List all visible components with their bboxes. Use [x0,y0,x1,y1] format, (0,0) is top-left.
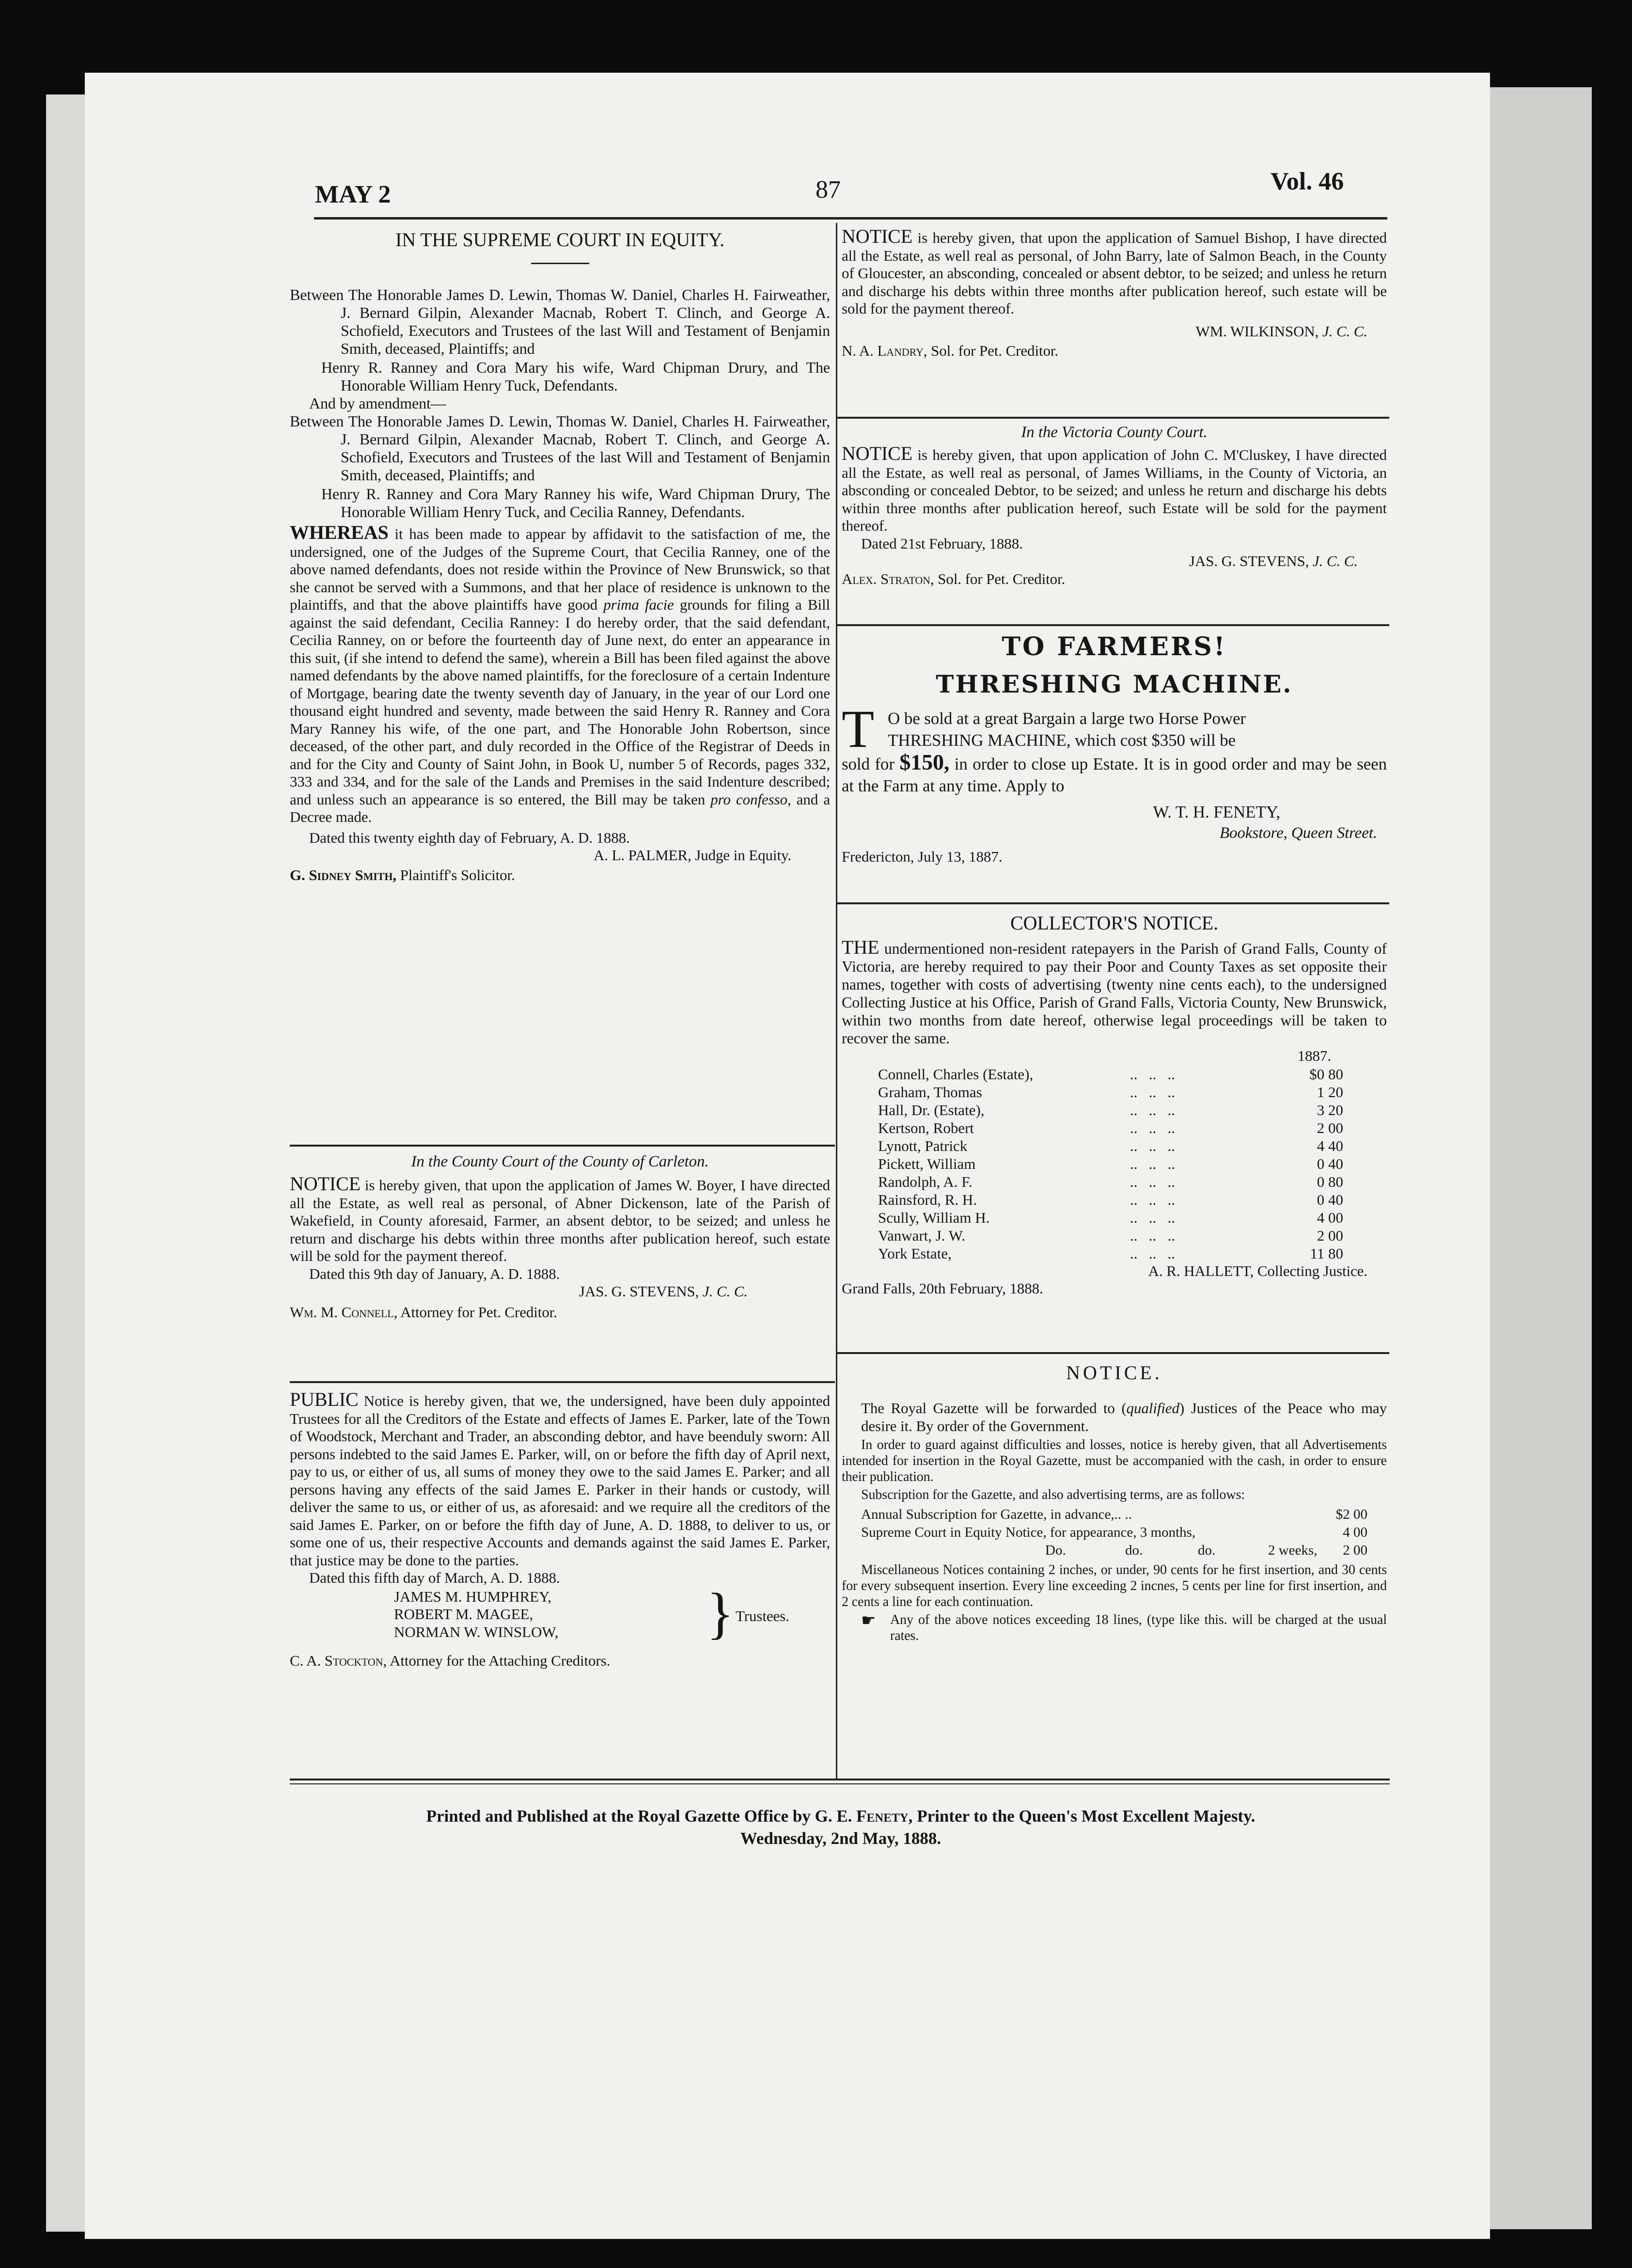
tax-amount: 11 80 [1310,1244,1343,1262]
gloucester-signature [842,323,1387,341]
victoria-solicitor-role: Sol. for Pet. Creditor. [934,570,1066,587]
ratepayer-name: Scully, William H. [878,1209,990,1226]
leader-dots: .. .. .. [1130,1119,1175,1136]
victoria-signature-name: JAS. G. STEVENS, [1189,552,1309,569]
equity-dated: Dated this twenty eighth day of February, A. D. 1888. [309,829,630,846]
gazette-notice [842,1361,1387,1644]
rate-row-3 [842,1543,1387,1562]
leader-dots: .. .. .. [1130,1137,1175,1154]
gazette-notice-para-1 [842,1400,1387,1435]
section-rule-4 [837,624,1389,626]
rate-2-label: Supreme Court in Equity Notice, for appearance, 3 months, [861,1525,1196,1540]
equity-body-italic-2: pro confesso, [710,790,791,808]
public-attorney [290,1652,830,1670]
rate-row-2 [842,1525,1387,1543]
public-body-text: Notice is hereby given, that we, the undersigned, have been duly appointed Trustees for all the Creditors of the Estate and effects of James E. Parker, late of the Town of Woodstock, Merchant and Trader, an absconding debtor, and have beenduly sworn: All persons indebted to the said James E. Parker, will, on or before the fifth day of April next, pay to us, or either of us, all sums of money they owe to the said James E. Parker; and all persons having any effects of the said James E. Parker in their hands or custody, will deliver the same to us, or either of us, as aforesaid: and we require all the creditors of the said James E. Parker, on or before the fifth day of June, A. D. 1888, to deliver to us, or some one of us, their respective Accounts and demands against the said James E. Parker, that justice may be done to the parties. [290,1392,830,1569]
ratepayer-name: Pickett, William [878,1155,976,1172]
tax-amount: 1 20 [1317,1083,1343,1101]
collector-body-text: undermentioned non-resident ratepayers in the Parish of Grand Falls, County of Victoria, are hereby required to pay their Poor and County Taxes as set opposite their names, together with costs of advertising (twenty nine cents each), to the undersigned Collecting Justice at his Office, Parish of Grand Falls, Victoria County, New Brunswick, within two months from date hereof, otherwise legal proceedings will be taken to recover the same. [842,940,1387,1047]
collector-year: 1887. [1297,1047,1331,1064]
rate-3-do-3: do. [1198,1543,1216,1558]
equity-defendants-2: Henry R. Ranney and Cora Mary Ranney his wife, Ward Chipman Drury, The Honorable William Henry Tuck, and Cecilia Ranney, Defendants. [321,485,830,520]
trustees-block [290,1581,830,1646]
collector-row [878,1155,1343,1173]
carleton-body [290,1175,830,1265]
rate-3-value: 2 00 [1343,1543,1367,1558]
gloucester-body-text: is hereby given, that upon the application of Samuel Bishop, I have directed all the Estate, as well real as personal, of John Barry, late of Salmon Beach, in the County of Gloucester, an absconding, concealed or absent debtor, to be seized; and unless he return and discharge his debts within three months after publication hereof, such estate will be sold for the payment thereof. [842,229,1387,317]
gloucester-notice [842,225,1387,360]
carleton-body-text: is hereby given, that upon the application of James W. Boyer, I have directed all the Estate, as well real as personal, of Abner Dickenson, late of the Parish of Wakefield, in County aforesaid, Farmer, an absent debtor, to be seized; and unless he return and discharge his debts within three months after publication hereof, such estate will be sold for the payment thereof. [290,1177,830,1264]
gazette-notice-para-3: Subscription for the Gazette, and also advertising terms, are as follows: [861,1487,1245,1502]
rate-row-1 [842,1507,1387,1525]
equity-solicitor-role: Plaintiff's Solicitor. [396,866,515,883]
trustees-label: Trustees. [736,1607,789,1624]
section-rule-1 [290,1145,835,1147]
ratepayer-name: Kertson, Robert [878,1119,974,1136]
victoria-dated: Dated 21st February, 1888. [861,535,1023,552]
rate-3-do-2: do. [1125,1543,1143,1558]
farmers-title: TO FARMERS! [1002,632,1227,662]
farmers-line-3-rest: in order to close up Estate. It is in good order and may be seen at the Farm at any time. Apply to [842,755,1387,795]
farmers-line-1: O be sold at a great Bargain a large two Horse Power [888,709,1246,728]
leader-dots: .. .. .. [1130,1083,1175,1101]
tax-amount: 4 40 [1317,1137,1343,1154]
header-rule [314,217,1387,220]
equity-body-part-2: grounds for filing a Bill against the said defendant, Cecilia Ranney: I do hereby order, that the said defendant, Cecilia Ranney, on or before the fourteenth day of June next, do enter an appearance in this suit, (if she intend to defend the same), wherein a Bill has been filed against the above named defendants by the above named plaintiffs, for the foreclosure of a certain Indenture of Mortgage, bearing date the twenty seventh day of January, in the year of our Lord one thousand eight hundred and seventy, made between the said Henry R. Ranney and Cora Mary Ranney his wife, of the one part, and The Honorable John Robertson, since deceased, of the other part, and duly recorded in the Office of the Registrar of Deeds in and for the City and County of Saint John, in Book U, number 5 of Records, pages 332, 333 and 334, and for the sale of the Lands and Premises in the said Indenture described; and unless such an appearance is so entered, the Bill may be taken [290,596,830,808]
victoria-title: In the Victoria County Court. [1021,424,1208,441]
collector-row [878,1065,1343,1083]
leader-dots: .. .. .. [1130,1065,1175,1083]
section-rule-5 [837,902,1389,904]
collector-row [878,1227,1343,1244]
collector-dated: Grand Falls, 20th February, 1888. [842,1280,1043,1297]
public-attorney-role: Attorney for the Attaching Creditors. [387,1652,611,1669]
tax-amount: 0 40 [1317,1155,1343,1172]
leader-dots: .. .. .. [1130,1209,1175,1226]
carleton-signature-title: J. C. C. [699,1283,748,1300]
right-page-edge [1490,87,1592,2229]
equity-lead-word: WHEREAS [290,521,389,543]
victoria-solicitor [842,570,1387,588]
footer-line-1 [291,1805,1391,1827]
leader-dots: .. .. .. [1130,1191,1175,1208]
victoria-signature-title: J. C. C. [1309,552,1358,569]
gazette-notice-para-4: Miscellaneous Notices containing 2 inches, or under, 90 cents for he first insertion, and 30 cents for every subsequent insertion. Every line exceeding 2 incnes, 5 cents per line for first insertion, and 2 cents a line for each continuation. [842,1562,1387,1609]
victoria-lead-word: NOTICE [842,442,913,464]
ratepayer-name: Lynott, Patrick [878,1137,968,1154]
ratepayer-name: Graham, Thomas [878,1083,982,1101]
footer-line-1-b: Printer to the Queen's Most Excellent Majesty. [912,1807,1255,1826]
collector-notice [842,911,1387,1298]
rate-1-label: Annual Subscription for Gazette, in advance,.. .. [861,1507,1132,1522]
left-page-edge [46,94,85,2232]
carleton-signature-name: JAS. G. STEVENS, [579,1283,699,1300]
rate-3-period: 2 weeks, [1268,1543,1318,1558]
ratepayer-name: Randolph, A. F. [878,1173,973,1190]
threshing-title: THRESHING MACHINE. [936,670,1293,698]
gloucester-lead-word: NOTICE [842,225,913,247]
carleton-lead-word: NOTICE [290,1173,361,1195]
carleton-notice [290,1151,830,1321]
equity-amendment: And by amendment— [309,394,446,412]
leader-dots: .. .. .. [1130,1155,1175,1172]
farmers-dated: Fredericton, July 13, 1887. [842,848,1003,865]
ratepayer-name: Vanwart, J. W. [878,1227,965,1244]
equity-defendants-1: Henry R. Ranney and Cora Mary his wife, Ward Chipman Drury, and The Honorable William Henry Tuck, Defendants. [321,359,830,394]
tax-amount: 0 40 [1317,1191,1343,1208]
collector-row [878,1191,1343,1209]
farmers-location: Bookstore, Queen Street. [1219,824,1377,842]
ratepayer-name: Connell, Charles (Estate), [878,1065,1034,1083]
public-notice [290,1388,830,1670]
equity-solicitor-name: G. Sidney Smith, [290,866,397,883]
tax-amount: $0 80 [1309,1065,1343,1083]
rate-1-value: $2 00 [1335,1507,1367,1522]
collector-rows [878,1065,1343,1262]
trustees-brace: } [706,1581,734,1645]
pointing-hand-icon: ☛ [861,1612,876,1630]
farmers-line-2: THRESHING MACHINE, which cost $350 will be [888,731,1236,750]
carleton-attorney-role: Attorney for Pet. Creditor. [397,1303,557,1321]
rate-3-do-1: Do. [1045,1543,1066,1558]
footer-rule-thin [290,1783,1390,1784]
farmers-price: $150, [899,750,950,774]
public-body [290,1388,830,1569]
carleton-attorney [290,1304,830,1322]
farmers-signature: W. T. H. FENETY, [1153,803,1280,821]
equity-solicitor [290,866,830,884]
rate-2-value: 4 00 [1343,1525,1367,1540]
farmers-body [842,699,1387,797]
collector-signature: A. R. HALLETT, Collecting Justice. [1148,1262,1367,1279]
tax-amount: 4 00 [1317,1209,1343,1226]
section-rule-2 [290,1381,835,1383]
equity-title: IN THE SUPREME COURT IN EQUITY. [395,229,724,251]
trustee-3: NORMAN W. WINSLOW, [394,1623,559,1640]
ratepayer-name: Rainsford, R. H. [878,1191,977,1208]
victoria-body [842,442,1387,535]
ratepayer-name: York Estate, [878,1244,952,1262]
gazette-notice-para-5-wrap [842,1612,1387,1644]
ratepayer-name: Hall, Dr. (Estate), [878,1101,985,1118]
footer-rule [290,1779,1390,1780]
gazette-notice-para-5: Any of the above notices exceeding 18 lines, (type like this. will be charged at the usual rates. [890,1612,1387,1643]
gazette-notice-title: NOTICE. [1066,1362,1162,1384]
gazette-para-1-a: The Royal Gazette will be forwarded to ( [861,1400,1127,1417]
public-lead-word: PUBLIC [290,1388,359,1410]
section-rule-6 [837,1352,1389,1354]
equity-short-rule [531,263,589,264]
equity-signature: A. L. PALMER, Judge in Equity. [593,847,791,864]
trustee-1: JAMES M. HUMPHREY, [394,1588,551,1605]
gazette-para-1-italic: qualified [1126,1400,1179,1417]
public-dated: Dated this fifth day of March, A. D. 1888. [309,1569,560,1586]
collector-row [878,1119,1343,1137]
section-rule-3 [837,417,1389,419]
footer-line-2: Wednesday, 2nd May, 1888. [740,1829,942,1848]
left-column [290,228,830,884]
volume-number: Vol. 46 [1271,168,1344,195]
collector-table [878,1065,1343,1262]
footer-printer-name: Fenety, [856,1807,913,1826]
equity-between-2: Between The Honorable James D. Lewin, Thomas W. Daniel, Charles H. Fairweather, J. Bernard Gilpin, Alexander Macnab, Robert T. Clinch, and George A. Schofield, Executors and Trustees of the last Will and Testament of Benjamin Smith, deceased, Plaintiffs; and [290,412,830,484]
carleton-dated: Dated this 9th day of January, A. D. 1888. [309,1265,560,1282]
victoria-body-text: is hereby given, that upon application of John C. M'Cluskey, I have directed all the Estate, as well real as personal, of James Williams, in the County of Victoria, an absconding or concealed Debtor, to be seized; and unless he return and discharge his debts within three months after publication hereof, such Estate will be sold for the payment thereof. [842,446,1387,534]
farmers-line-3 [842,751,1387,797]
tax-amount: 0 80 [1317,1173,1343,1190]
footer-line-1-a: Printed and Published at the Royal Gazette Office by G. E. [426,1807,857,1826]
carleton-title: In the County Court of the County of Carleton. [411,1153,709,1170]
collector-row [878,1173,1343,1191]
victoria-signature [842,552,1387,570]
column-divider [836,223,837,1779]
leader-dots: .. .. .. [1130,1173,1175,1190]
header-date: MAY 2 [315,181,391,208]
farmers-sold-for: sold for [842,755,900,773]
collector-body [842,938,1387,1047]
gloucester-signature-name: WM. WILKINSON, [1195,322,1319,340]
victoria-notice [842,422,1387,588]
collector-title: COLLECTOR'S NOTICE. [1010,912,1219,934]
leader-dots: .. .. .. [1130,1101,1175,1118]
farmers-notice [842,630,1387,866]
gloucester-signature-title: J. C. C. [1318,322,1367,340]
leader-dots: .. .. .. [1130,1244,1175,1262]
tax-amount: 2 00 [1317,1227,1343,1244]
gloucester-solicitor-role: Sol. for Pet. Creditor. [927,342,1059,359]
equity-body-italic-1: prima facie [603,596,674,613]
tax-amount: 3 20 [1317,1101,1343,1118]
carleton-attorney-name: Wm. M. Connell, [290,1303,398,1321]
victoria-solicitor-name: Alex. Straton, [842,570,934,587]
carleton-signature [290,1283,830,1301]
collector-row [878,1244,1343,1262]
collector-row [878,1209,1343,1227]
gloucester-solicitor [842,342,1387,360]
footer [291,1805,1391,1850]
collector-row [878,1137,1343,1155]
trustee-2: ROBERT M. MAGEE, [394,1606,534,1622]
gloucester-body [842,225,1387,318]
tax-amount: 2 00 [1317,1119,1343,1136]
equity-order-body [290,521,831,826]
leader-dots: .. .. .. [1130,1227,1175,1244]
collector-row [878,1101,1343,1119]
equity-body-part-1: it has been made to appear by affidavit to the satisfaction of me, the undersigned, one of the Judges of the Supreme Court, that Cecilia Ranney, one of the above named defendants, does not reside within the Province of New Brunswick, so that she cannot be served with a Summons, and that her place of residence is unknown to the plaintiffs, and that the above plaintiffs have good [290,525,830,613]
page-number: 87 [816,176,841,204]
collector-row [878,1083,1343,1101]
equity-between-1: Between The Honorable James D. Lewin, Thomas W. Daniel, Charles H. Fairweather, J. Bernard Gilpin, Alexander Macnab, Robert T. Clinch, and George A. Schofield, Executors and Trustees of the last Will and Testament of Benjamin Smith, deceased, Plaintiffs; and [290,286,830,357]
farmers-dropcap: T [842,699,875,758]
public-attorney-name: C. A. Stockton, [290,1652,387,1669]
gloucester-solicitor-name: N. A. Landry, [842,342,927,359]
collector-lead-word: THE [842,936,879,958]
gazette-para-1-b: ) Justices of the Peace who may desire it. By order of the Government. [861,1400,1387,1434]
equity-body-part-3: and a Decree made. [290,790,831,825]
trustee-names [394,1588,558,1641]
gazette-notice-para-2: In order to guard against difficulties and losses, notice is hereby given, that all Advertisements intended for insertion in the Royal Gazette, must be accompanied with the cash, in order to ensure their publication. [842,1437,1387,1484]
